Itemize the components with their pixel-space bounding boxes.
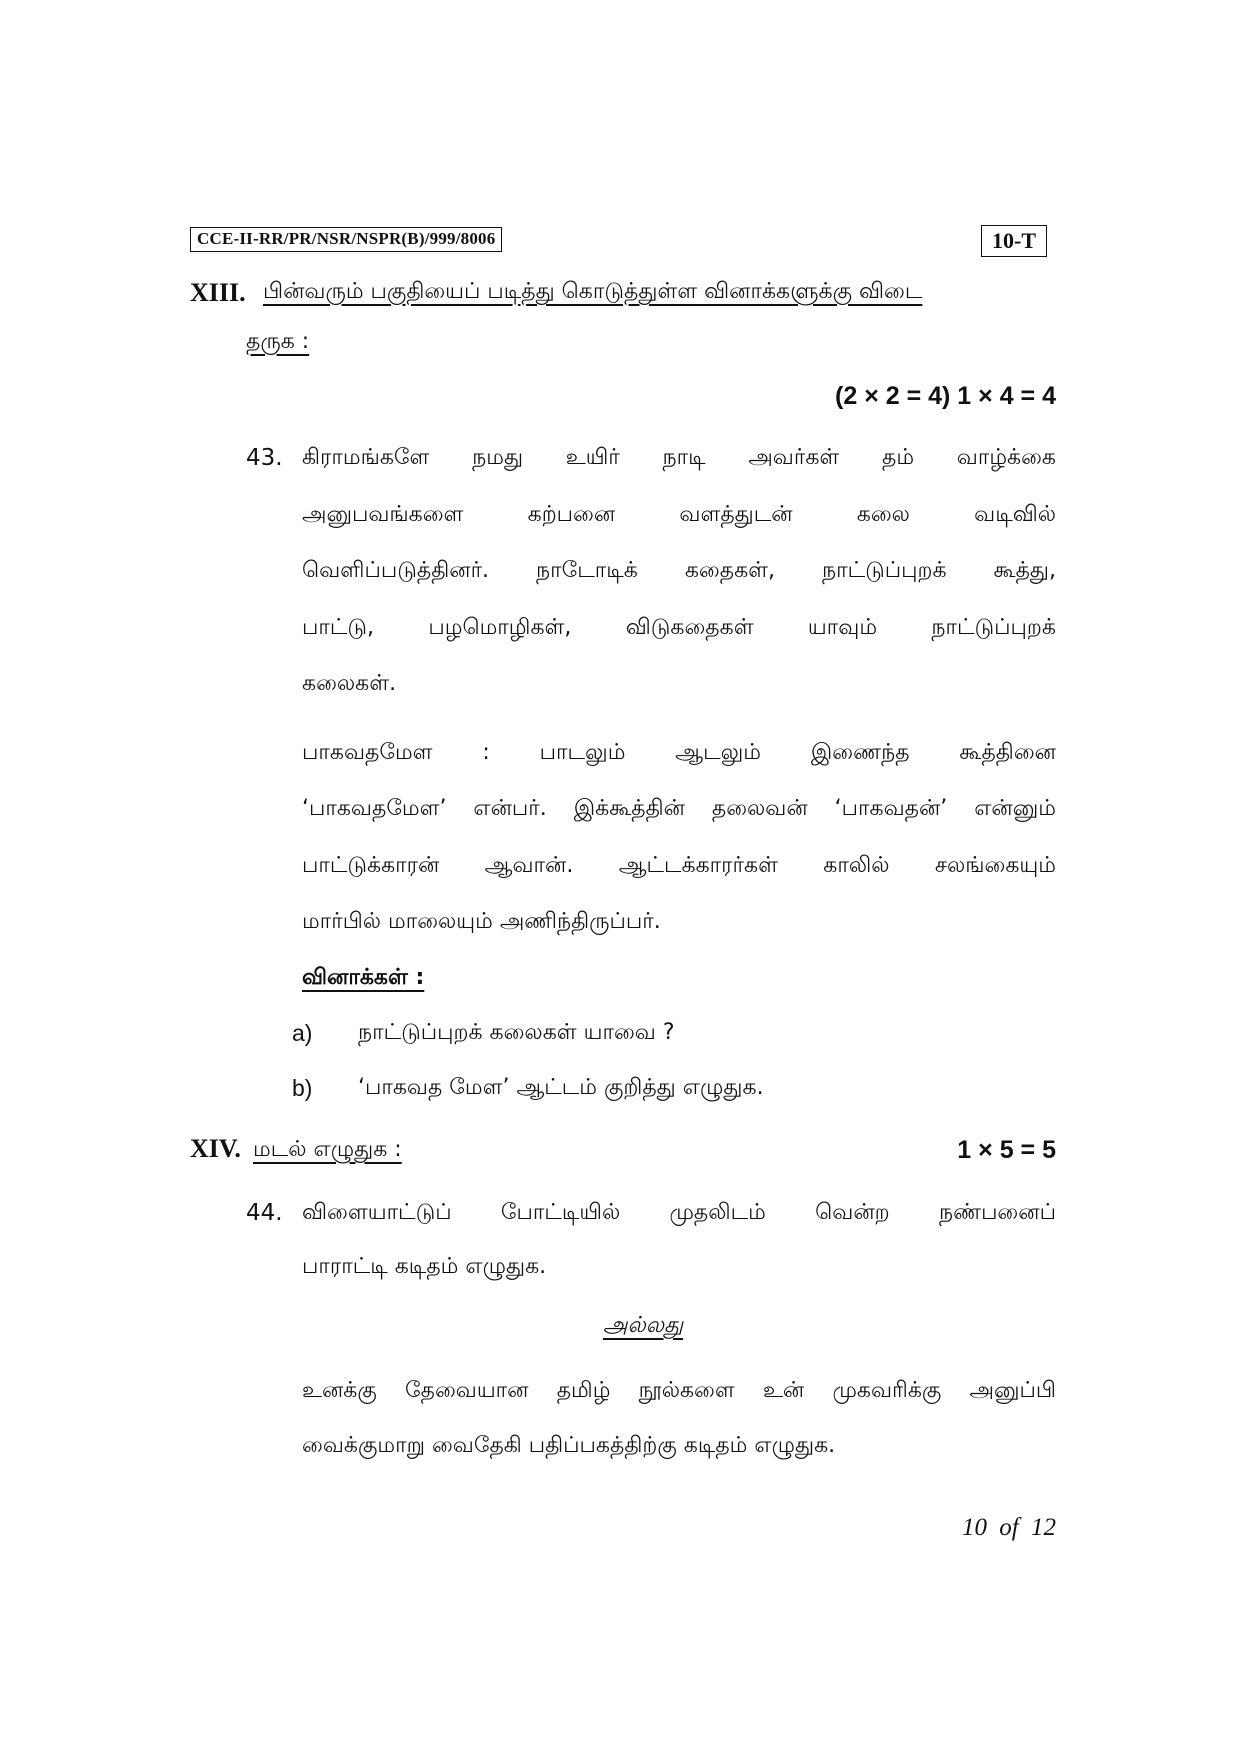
word: பாட்டு, — [302, 615, 375, 640]
word: கிராமங்களே — [302, 445, 430, 470]
section-13-instruction-line2: தருக : — [246, 329, 310, 354]
section-13-marks: (2 × 2 = 4) 1 × 4 = 4 — [835, 382, 1056, 410]
word: வாழ்க்கை — [956, 445, 1056, 470]
passage-line — [302, 796, 1056, 824]
document-code: CCE-II-RR/PR/NSR/NSPR(B)/999/8006 — [190, 227, 502, 252]
page-tag: 10-T — [981, 225, 1047, 257]
word: கதைகள், — [684, 558, 775, 583]
word: முகவரிக்கு — [832, 1378, 942, 1403]
word: விளையாட்டுப் — [302, 1200, 452, 1225]
word: காலில் — [823, 853, 890, 878]
word: இணைந்த — [810, 740, 910, 765]
section-13-instruction-line1: பின்வரும் பகுதியைப் படித்து கொடுத்துள்ள வினாக்களுக்கு விடை — [263, 279, 923, 304]
word: கூத்தினை — [959, 740, 1056, 765]
word: தலைவன் — [711, 796, 808, 821]
word: கூத்து, — [993, 558, 1056, 583]
word: என்பர். — [473, 796, 547, 821]
passage-line — [302, 445, 1056, 473]
word: நண்பனைப் — [938, 1200, 1056, 1225]
question-44-line: பாராட்டி கடிதம் எழுதுக. — [302, 1254, 547, 1279]
word: அனுப்பி — [969, 1378, 1056, 1403]
word: நாட்டுப்புறக் — [821, 558, 947, 583]
word: அவர்கள் — [748, 445, 840, 470]
alternative-question-line: வைக்குமாறு வைதேகி பதிப்பகத்திற்கு கடிதம் எழுதுக. — [302, 1433, 836, 1458]
word: முதலிடம் — [669, 1200, 766, 1225]
or-separator: அல்லது — [603, 1313, 684, 1338]
word: உனக்கு — [302, 1378, 377, 1403]
word: ஆட்டக்காரர்கள் — [618, 853, 778, 878]
question-43-number: 43. — [246, 445, 283, 471]
word: இக்கூத்தின் — [573, 796, 685, 821]
word: வடிவில் — [974, 502, 1056, 527]
word: உயிர் — [565, 445, 620, 470]
section-14-number: XIV. — [190, 1134, 241, 1163]
word: தம் — [882, 445, 915, 470]
word: பழமொழிகள், — [428, 615, 572, 640]
question-a-label: a) — [292, 1020, 313, 1046]
word: பாடலும் — [539, 740, 626, 765]
alternative-question-line — [302, 1378, 1056, 1406]
word: பாகவதமேள — [302, 740, 433, 765]
word: தமிழ் — [556, 1378, 611, 1403]
passage-line: கலைகள். — [302, 671, 397, 696]
word: ஆவான். — [484, 853, 574, 878]
word: ‘பாகவதன்’ — [834, 796, 948, 821]
word: ஆடலும் — [675, 740, 761, 765]
word: நமது — [472, 445, 524, 470]
word: வளத்துடன் — [679, 502, 793, 527]
word: வென்ற — [815, 1200, 890, 1225]
page-number: 10 of 12 — [962, 1514, 1056, 1541]
word: கற்பனை — [527, 502, 616, 527]
passage-line — [302, 558, 1056, 586]
questions-heading: வினாக்கள் : — [302, 965, 425, 990]
word: விடுகதைகள் — [625, 615, 754, 640]
passage-line — [302, 740, 1056, 768]
passage-line — [302, 853, 1056, 881]
word: பாட்டுக்காரன் — [302, 853, 440, 878]
word: கலை — [856, 502, 910, 527]
word: உன் — [762, 1378, 805, 1403]
word: வெளிப்படுத்தினர். — [302, 558, 490, 583]
word: நாட்டுப்புறக் — [931, 615, 1056, 640]
passage-line — [302, 502, 1056, 530]
passage-line — [302, 615, 1056, 643]
word: என்னும் — [974, 796, 1056, 821]
question-44-line — [302, 1200, 1056, 1228]
question-b-text: ‘பாகவத மேள’ ஆட்டம் குறித்து எழுதுக. — [358, 1075, 764, 1100]
word: நூல்களை — [638, 1378, 735, 1403]
word: : — [482, 740, 490, 765]
word: அனுபவங்களை — [302, 502, 464, 527]
section-13-number: XIII. — [190, 278, 246, 307]
question-b-label: b) — [292, 1075, 313, 1101]
word: நாடோடிக் — [536, 558, 638, 583]
question-a-text: நாட்டுப்புறக் கலைகள் யாவை ? — [358, 1020, 675, 1045]
word: சலங்கையும் — [934, 853, 1056, 878]
word: ‘பாகவதமேள’ — [302, 796, 447, 821]
word: நாடி — [662, 445, 706, 470]
passage-line: மார்பில் மாலையும் அணிந்திருப்பர். — [302, 909, 661, 934]
word: போட்டியில் — [500, 1200, 621, 1225]
question-44-number: 44. — [246, 1200, 283, 1226]
section-14-instruction: மடல் எழுதுக : — [253, 1137, 402, 1162]
word: யாவும் — [807, 615, 878, 640]
section-14-marks: 1 × 5 = 5 — [957, 1136, 1056, 1164]
word: தேவையான — [405, 1378, 529, 1403]
